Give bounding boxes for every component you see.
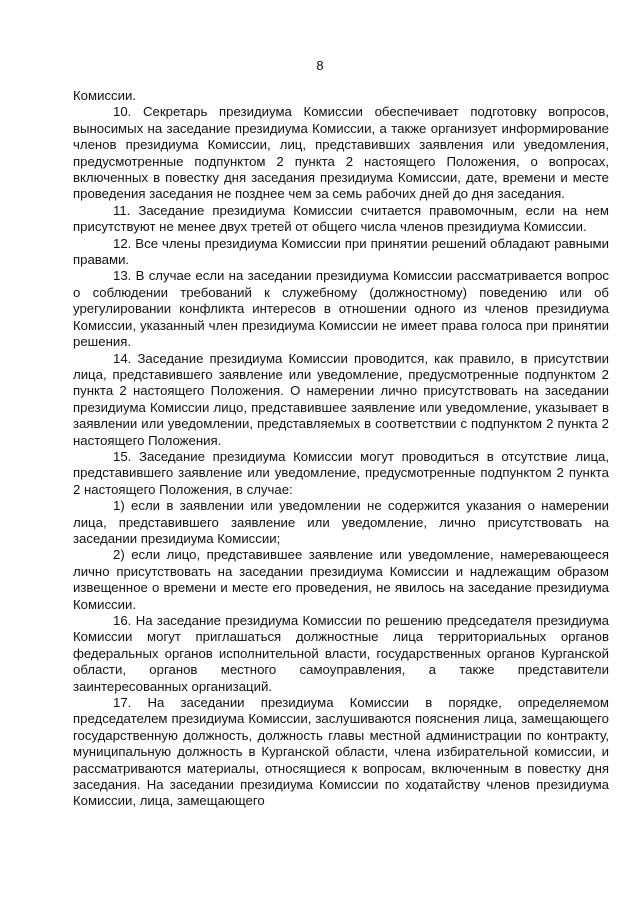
- paragraph-14: 14. Заседание президиума Комиссии проводится, как правило, в присутствии лица, представившего заявление или уведомление, предусмотренные подпунктом 2 пункта 2 настоящего Положения. О намерении лично присутствовать на заседании президиума Комиссии лицо, представившее заявление или уведомление, указывает в заявлении или уведомлении, представляемых в соответствии с подпунктом 2 пункта 2 настоящего Положения.: [73, 350, 609, 448]
- paragraph-11: 11. Заседание президиума Комиссии считается правомочным, если на нем присутствуют не менее двух третей от общего числа членов президиума Комиссии.: [73, 202, 609, 235]
- paragraph-13: 13. В случае если на заседании президиума Комиссии рассматривается вопрос о соблюдении требований к служебному (должностному) поведению или об урегулировании конфликта интересов в отношении одного из членов президиума Комиссии, указанный член президиума Комиссии не имеет права голоса при принятии решения.: [73, 268, 609, 350]
- paragraph-10: 10. Секретарь президиума Комиссии обеспечивает подготовку вопросов, выносимых на заседание президиума Комиссии, а также организует информирование членов президиума Комиссии, лиц, представивших заявления или уведомления, предусмотренные подпунктом 2 пункта 2 настоящего Положения, о вопросах, включенных в повестку дня заседания президиума Комиссии, дате, времени и месте проведения заседания не позднее чем за семь рабочих дней до дня заседания.: [73, 104, 609, 202]
- paragraph-17: 17. На заседании президиума Комиссии в порядке, определяемом председателем президиума Комиссии, заслушиваются пояснения лица, замещающего государственную должность, должность главы местной администрации по контракту, муниципальную должность в Курганской области, члена избирательной комиссии, и рассматриваются материалы, относящиеся к вопросам, включенным в повестку дня заседания. На заседании президиума Комиссии по ходатайству членов президиума Комиссии, лица, замещающего: [73, 695, 609, 809]
- paragraph-15: 15. Заседание президиума Комиссии могут проводиться в отсутствие лица, представившего заявление или уведомление, предусмотренные подпунктом 2 пункта 2 настоящего Положения, в случае:: [73, 448, 609, 497]
- document-body: [73, 88, 609, 810]
- paragraph-15-item-2: 2) если лицо, представившее заявление или уведомление, намеревающееся лично присутствовать на заседании президиума Комиссии и надлежащим образом извещенное о времени и месте его проведения, не явилось на заседание президиума Комиссии.: [73, 547, 609, 612]
- paragraph-15-item-1: 1) если в заявлении или уведомлении не содержится указания о намерении лица, представившего заявление или уведомление, лично присутствовать на заседании президиума Комиссии;: [73, 498, 609, 546]
- paragraph-16: 16. На заседание президиума Комиссии по решению председателя президиума Комиссии могут приглашаться должностные лица территориальных органов федеральных органов исполнительной власти, государственных органов Курганской области, органов местного самоуправления, а также представители заинтересованных организаций.: [73, 613, 609, 694]
- paragraph-12: 12. Все члены президиума Комиссии при принятии решений обладают равными правами.: [73, 235, 609, 268]
- paragraph-continuation: Комиссии.: [73, 88, 137, 103]
- page-number: 8: [316, 58, 324, 73]
